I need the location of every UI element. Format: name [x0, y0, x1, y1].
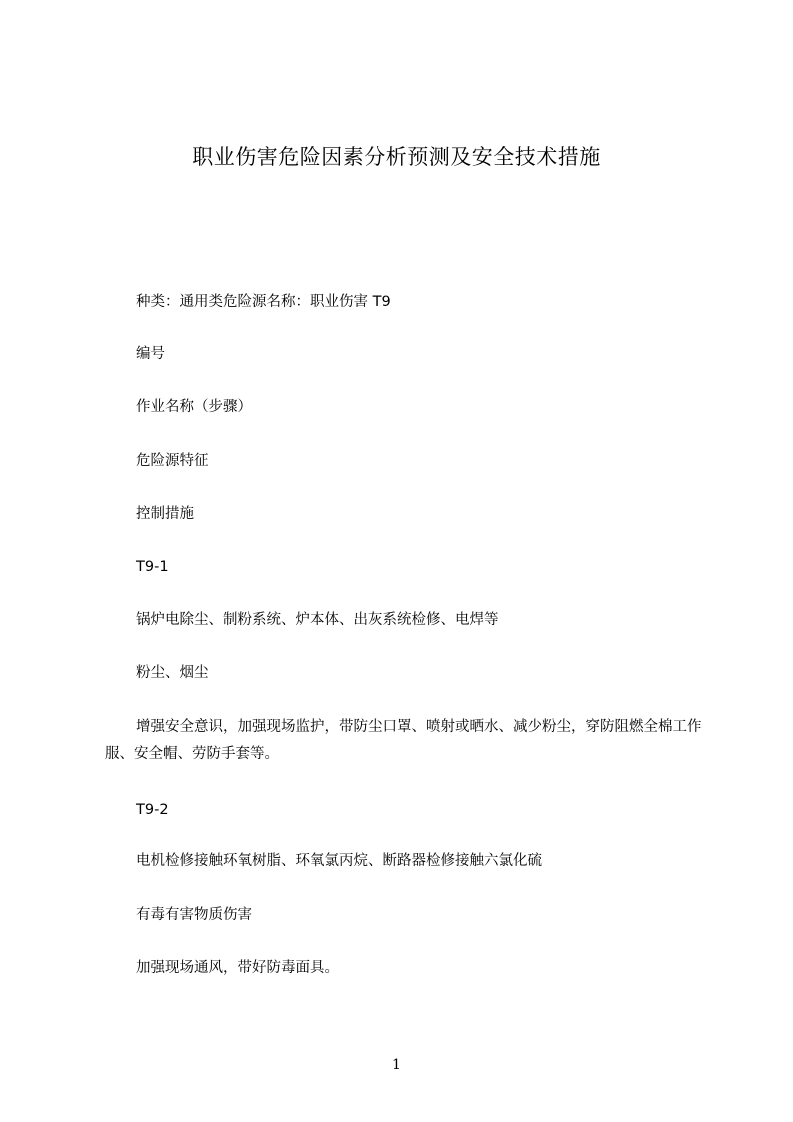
job-description-t9-1: 锅炉电除尘、制粉系统、炉本体、出灰系统检修、电焊等 [136, 612, 499, 628]
control-measures-label: 控制措施 [136, 506, 194, 522]
hazard-feature-label: 危险源特征 [136, 453, 209, 469]
page-number: 1 [392, 1057, 401, 1073]
document-title: 职业伤害危险因素分析预测及安全技术措施 [192, 145, 601, 169]
measures-t9-1: 增强安全意识，加强现场监护，带防尘口罩、喷射或晒水、减少粉尘，穿防阻燃全棉工作服、安全帽、劳防手套等。 [105, 719, 702, 762]
job-name-label: 作业名称（步骤） [136, 399, 252, 415]
number-label: 编号 [136, 346, 165, 362]
item-code-t9-2: T9-2 [136, 802, 169, 818]
job-description-t9-2: 电机检修接触环氧树脂、环氧氯丙烷、断路器检修接触六氯化硫 [136, 853, 542, 869]
measures-t9-2: 加强现场通风，带好防毒面具。 [136, 960, 339, 976]
item-code-t9-1: T9-1 [136, 559, 169, 575]
category-line: 种类：通用类危险源名称：职业伤害 T9 [136, 294, 391, 310]
hazard-t9-1: 粉尘、烟尘 [136, 665, 209, 681]
hazard-t9-2: 有毒有害物质伤害 [136, 907, 252, 923]
